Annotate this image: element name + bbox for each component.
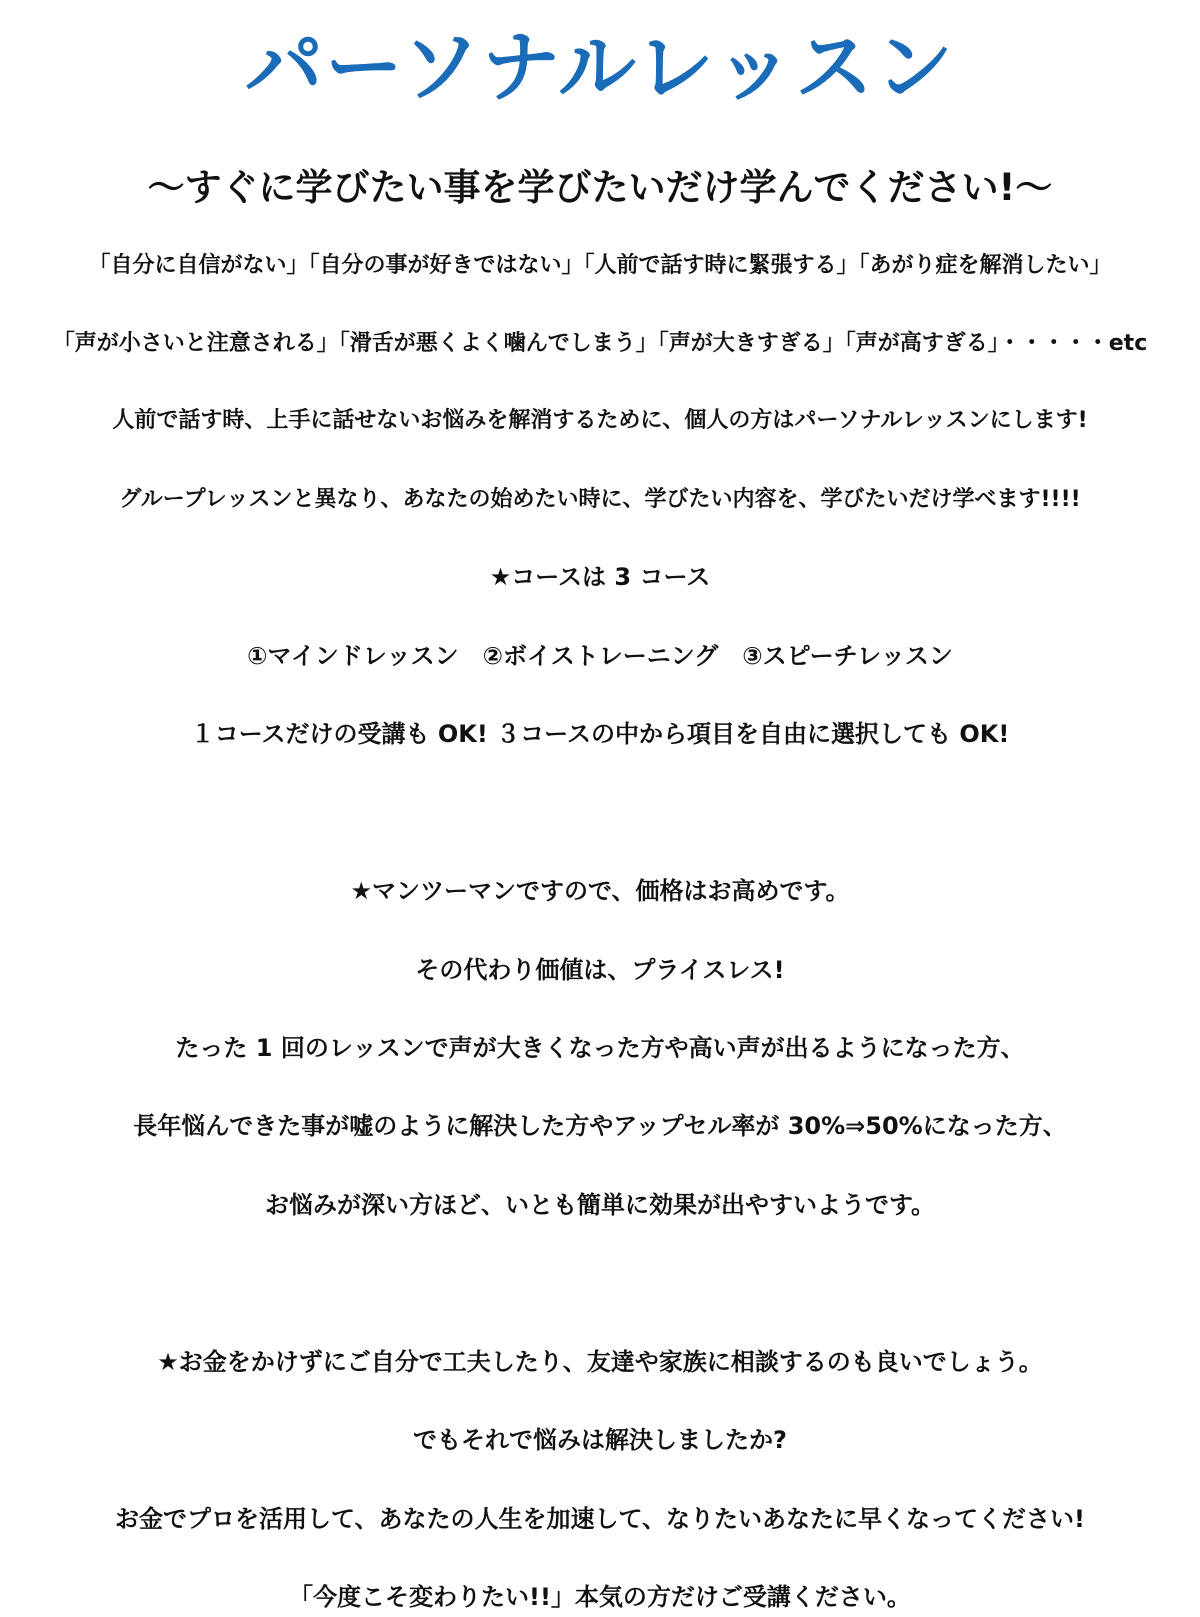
result-line-2: 長年悩んできた事が嘘のように解決した方やアップセル率が 30%⇒50%になった方、 <box>133 1112 1067 1140</box>
result-line-1: たった 1 回のレッスンで声が大きくなった方や高い声が出るようになった方、 <box>175 1034 1025 1062</box>
result-line-3: お悩みが深い方ほど、いとも簡単に効果が出やすいようです。 <box>264 1191 936 1219</box>
courses-note: １コースだけの受講も OK! ３コースの中から項目を自由に選択しても OK! <box>190 720 1010 748</box>
page-subtitle: ～すぐに学びたい事を学びたいだけ学んでください!～ <box>147 166 1053 209</box>
courses-heading: ★コースは 3 コース <box>489 563 711 591</box>
worries-line-1: 「自分に自信がない」「自分の事が好きではない」「人前で話す時に緊張する」「あがり症を解消したい」 <box>88 253 1112 278</box>
intro-text: 人前で話す時、上手に話せないお悩みを解消するために、個人の方はパーソナルレッスンにします! <box>112 408 1088 433</box>
question-text: でもそれで悩みは解決しましたか? <box>413 1426 787 1454</box>
courses-list: ①マインドレッスン ②ボイストレーニング ③スピーチレッスン <box>247 642 953 670</box>
worries-line-2: 「声が小さいと注意される」「滑舌が悪くよく噛んでしまう」「声が大きすぎる」「声が高すぎる」・・・・・etc <box>52 331 1148 356</box>
money-heading: ★お金をかけずにご自分で工夫したり、友達や家族に相談するのも良いでしょう。 <box>157 1348 1043 1376</box>
group-lesson-difference: グループレッスンと異なり、あなたの始めたい時に、学びたい内容を、学びたいだけ学べます!!!! <box>119 487 1081 512</box>
closing-text: 「今度こそ変わりたい!!」本気の方だけご受講ください。 <box>289 1583 911 1611</box>
priceless-text: その代わり価値は、プライスレス! <box>415 956 785 984</box>
price-heading: ★マンツーマンですので、価格はお高めです。 <box>350 877 850 905</box>
pro-text: お金でプロを活用して、あなたの人生を加速して、なりたいあなたに早くなってください! <box>115 1505 1085 1533</box>
page-title: パーソナルレッスン <box>244 23 956 113</box>
